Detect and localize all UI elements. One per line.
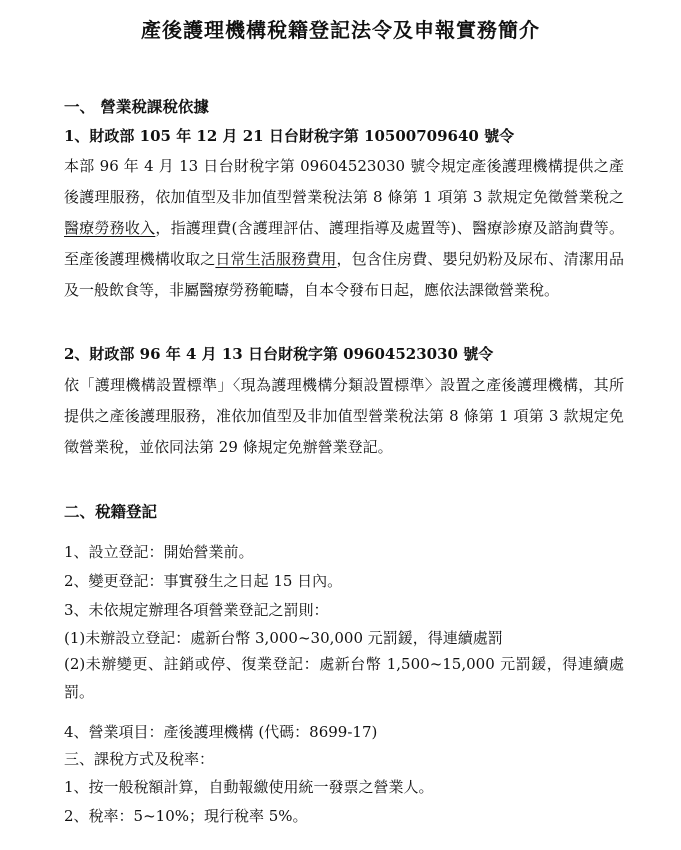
business-item: 4、營業項目：產後護理機構 (代碼：8699-17) xyxy=(64,723,378,741)
penalty-item-2: (2)未辦變更、註銷或停、復業登記：處新台幣 1,500~15,000 元罰鍰，得連續處罰。 xyxy=(64,655,624,701)
ruling-text-c: ，包含住房費、嬰兒奶粉及尿布、清潔用品及一般飲食等，非屬醫療勞務範疇，自本令發布日起，應依法課徵營業稅。 xyxy=(64,250,624,299)
list-item: 2、稅率：5~10%；現行稅率 5%。 xyxy=(64,807,308,825)
list-item: 1、設立登記：開始營業前。 xyxy=(64,543,254,561)
section-heading-1: 一、 營業稅課稅依據 xyxy=(64,97,209,116)
page-title: 產後護理機構稅籍登記法令及申報實務簡介 xyxy=(141,18,540,42)
ruling-text-b: ，指護理費(含護理評估、護理指導及處置等)、醫療診療及諮詢費等。至產後護理機構收取之 xyxy=(64,219,624,268)
section-heading-2: 二、稅籍登記 xyxy=(64,502,158,521)
medical-service-income: 醫療勞務收入 xyxy=(64,219,156,237)
ruling-heading-2: 2、財政部 96 年 4 月 13 日台財稅字第 09604523030 號令 xyxy=(64,345,494,363)
daily-living-service-fees: 日常生活服務費用 xyxy=(215,250,337,268)
ruling-text-a: 本部 96 年 4 月 13 日台財稅字第 09604523030 號令規定產後護理機構提供之產後護理服務，依加值型及非加值型營業稅法第 8 條第 1 項第 3 款規定免徵營業稅之 xyxy=(64,157,624,206)
list-item: (1)未辦設立登記：處新台幣 3,000~30,000 元罰鍰，得連續處罰 xyxy=(64,629,503,647)
list-item: 3、未依規定辦理各項營業登記之罰則： xyxy=(64,601,329,619)
ruling-paragraph-2: 依「護理機構設置標準」〈現為護理機構分類設置標準〉設置之產後護理機構，其所提供之產後護理服務，准依加值型及非加值型營業稅法第 8 條第 1 項第 3 款規定免徵營業稅，並依同法第 29 條規定免辦營業登記。 xyxy=(64,376,624,456)
list-item: 1、按一般稅額計算，自動報繳使用統一發票之營業人。 xyxy=(64,778,434,796)
ruling-heading-1: 1、財政部 105 年 12 月 21 日台財稅字第 10500709640 號令 xyxy=(64,127,515,145)
list-item: 2、變更登記：事實發生之日起 15 日內。 xyxy=(64,572,343,590)
section-heading-3: 三、課稅方式及稅率： xyxy=(64,750,215,768)
ruling-paragraph-1 xyxy=(64,151,624,306)
